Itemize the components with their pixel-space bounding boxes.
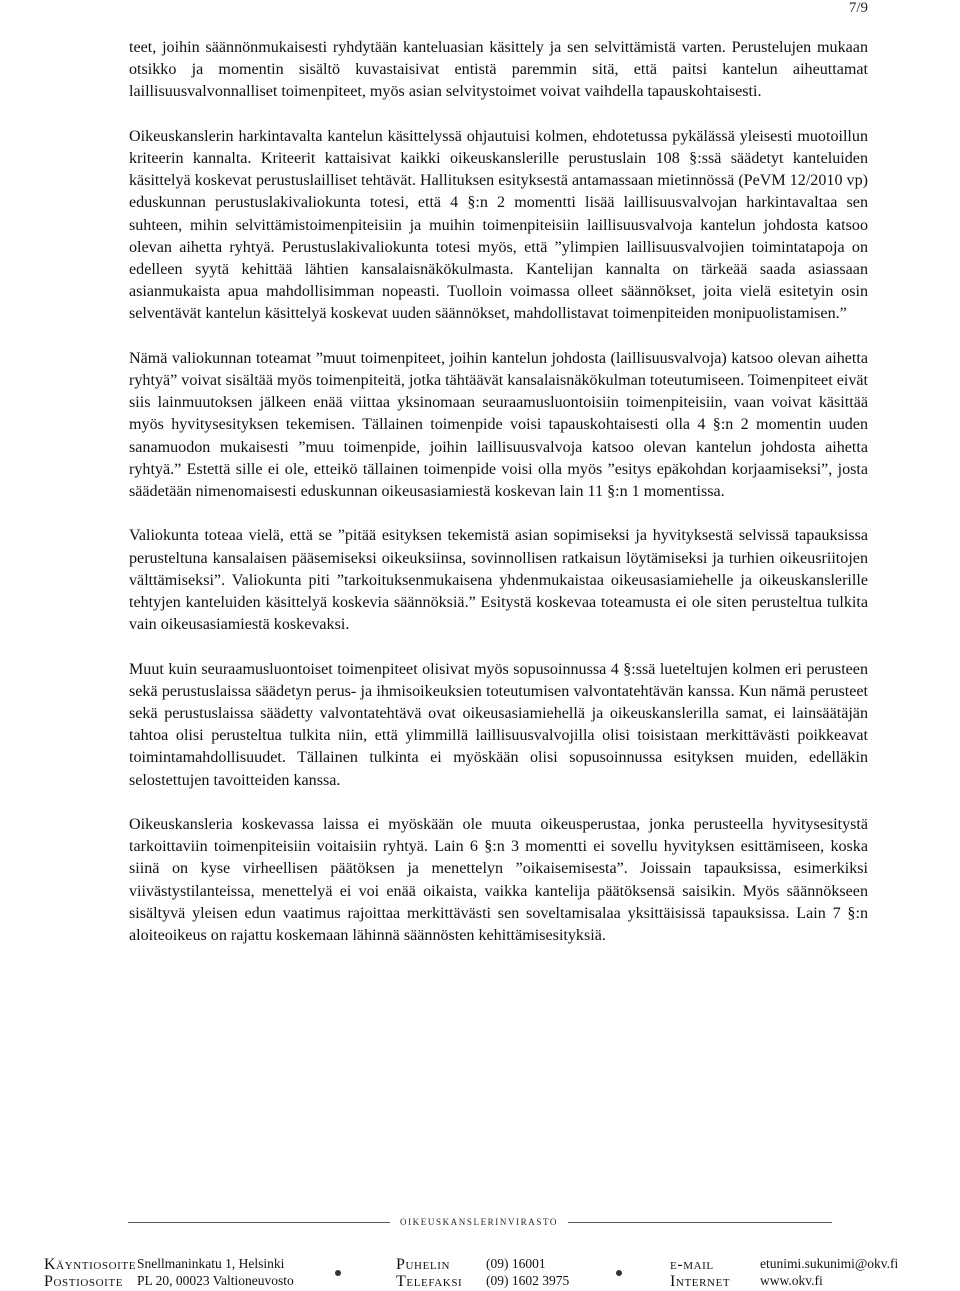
visit-value: Snellmaninkatu 1, Helsinki (137, 1256, 285, 1271)
paragraph: Valiokunta toteaa vielä, että se ”pitää esityksen tekemistä asian sopimiseksi ja hyvityksestä selvissä tapauksissa perusteltuna kansalaisen pääsemiseksi oikeuksiinsa, sovinnollisen ratkaisun löytämiseksi ja turhien oikeusriitojen välttämiseksi”. Valiokunta piti ”tarkoituksenmukaisena yhdenmukaistaa oikeusasiamiehelle ja oikeuskanslerille tehtyjen kanteluiden käsittelyä koskevia säännöksiä.” Esitystä koskevaa toteamusta ei ole siten perusteltua tulkita vain oikeusasiamiestä koskevaksi. (129, 527, 868, 634)
internet-value[interactable]: www.okv.fi (760, 1273, 823, 1288)
footer-divider-left (128, 1222, 390, 1223)
phone-value: (09) 16001 (486, 1256, 546, 1271)
fax-value: (09) 1602 3975 (486, 1273, 570, 1288)
internet-label: Internet (670, 1273, 731, 1290)
paragraph: teet, joihin säännönmukaisesti ryhdytään kanteluasian käsittely ja sen selvittämistä varten. Perustelujen mukaan otsikko ja momentin sisältö kuvastaisivat entistä paremmin sitä, että paitsi kantelun aiheuttamat laillisuusvalvonnalliset toimenpiteet, myös asian selvitystoimet voivat vaihdella tapauskohtaisesti. (129, 39, 868, 101)
footer-bullet-icon (616, 1270, 622, 1276)
paragraph: Oikeuskanslerin harkintavalta kantelun käsittelyssä ohjautuisi kolmen, ehdotetussa pykälässä yleisesti muotoillun kriteerin kannalta. Kriteerit kattaisivat kaikki oikeuskanslerille perustuslain 108 §:ssä säädetyt kanteluiden käsittelyä koskevat perustuslailliset tehtävät. Hallituksen esityksestä antamassaan mietinnössä (PeVM 12/2010 vp) eduskunnan perustuslakivaliokunta totesi, että 4 §:n 2 momentti lisää laillisuusvalvojan harkintavaltaa sen suhteen, mihin selvittämistoimenpiteisiin ja muihin toimenpiteisiin laillisuusvalvoja kantelun johdosta katsoo olevan aihetta ryhtyä. Perustuslakivaliokunta totesi myös, että ”ylimpien laillisuusvalvojien toimintatapoja on edelleen syytä kehittää lähtien kansalaisnäkökulmasta. Kantelijan kannalta on tärkeää saada asiassaan asianmukaista apua mahdollisimman nopeasti. Tuolloin voimassa olleet säännökset, joita vielä esitetyin osin selventävät kantelun käsittelyä koskevat uuden säännökset, mahdollistavat toimenpiteiden monipuolistamisen.” (129, 127, 868, 323)
paragraph: Oikeuskansleria koskevassa laissa ei myöskään ole muuta oikeusperustaa, jonka perusteella hyvitysesitystä tarkoittaviin toimenpiteisiin voitaisiin ryhtyä. Lain 6 §:n 3 momentti ei sovellu hyvityksen esittämiseen, koska siinä on kyse virheellisen päätöksen ja menettelyn ”oikaisemisesta”. Joissain tapauksissa, esimerkiksi viivästystilanteissa, menettelyä ei voi enää oikaista, vaikka kantelija päätöksensä saisikin. Myös säännökseen sisältyvä yleisen edun vaatimus rajoittaa merkittävästi sen soveltamisalaa yksittäisissä tapauksissa. Lain 7 §:n aloiteoikeus on rajattu koskemaan lähinnä säännösten kehittämisesityksiä. (129, 816, 868, 945)
post-label: Postiosoite (44, 1273, 124, 1290)
phone-label: Puhelin (396, 1256, 451, 1273)
post-value: PL 20, 00023 Valtioneuvosto (137, 1273, 294, 1288)
paragraph: Muut kuin seuraamusluontoiset toimenpiteet olisivat myös sopusoinnussa 4 §:ssä lueteltujen kolmen eri perusteen sekä perustuslaissa säädetyn perus- ja ihmisoikeuksien toteutumisen valvontatehtävän kanssa. Kun nämä perusteet sekä perustuslaissa säädetty valvontatehtävä ovat oikeusasiamiehellä ja oikeuskanslerilla samat, ei lainsäätäjän tahtoa olisi perusteltua tulkita niin, että ylimmillä laillisuusvalvojilla olisi toisistaan merkittävästi poikkeavat toimintamahdollisuudet. Tällainen tulkinta ei myöskään olisi sopusoinnussa esityksen muiden, edelläkin selostettujen tavoitteiden kanssa. (129, 660, 868, 789)
agency-name: oikeuskanslerinvirasto (399, 1213, 559, 1228)
page-number: 7/9 (848, 0, 868, 16)
footer-divider-right (568, 1222, 832, 1223)
body-text (129, 37, 868, 969)
email-value[interactable]: etunimi.sukunimi@okv.fi (760, 1256, 899, 1271)
email-label: e-mail (670, 1256, 714, 1273)
fax-label: Telefaksi (396, 1273, 463, 1290)
visit-label: Käyntiosoite (44, 1256, 137, 1273)
footer-bullet-icon (335, 1270, 341, 1276)
paragraph: Nämä valiokunnan toteamat ”muut toimenpiteet, joihin kantelun johdosta (laillisuusvalvoja) katsoo olevan aihetta ryhtyä” voivat sisältää myös toimenpiteitä, jotka tähtäävät kansalaisnäkökulman toteutumiseen. Toimenpiteet eivät siis lainmuutoksen jälkeen enää viittaa yksinomaan seuraamusluontoisiin toimenpiteisiin, vaan voivat käsittää myös hyvitysesityksen tekemisen. Tällainen toimenpide voisi tapauskohtaisesti olla 4 §:n 2 momentin uuden sanamuodon mukaisesti ”muu toimenpide, joihin laillisuusvalvoja katsoo olevan kantelun johdosta aihetta ryhtyä.” Estettä sille ei ole, etteikö tällainen toimenpide voisi olla myös ”esitys epäkohdan korjaamiseksi”, josta säädetään nimenomaisesti eduskunnan oikeusasiamiestä koskevan lain 11 §:n 1 momentissa. (129, 349, 868, 501)
